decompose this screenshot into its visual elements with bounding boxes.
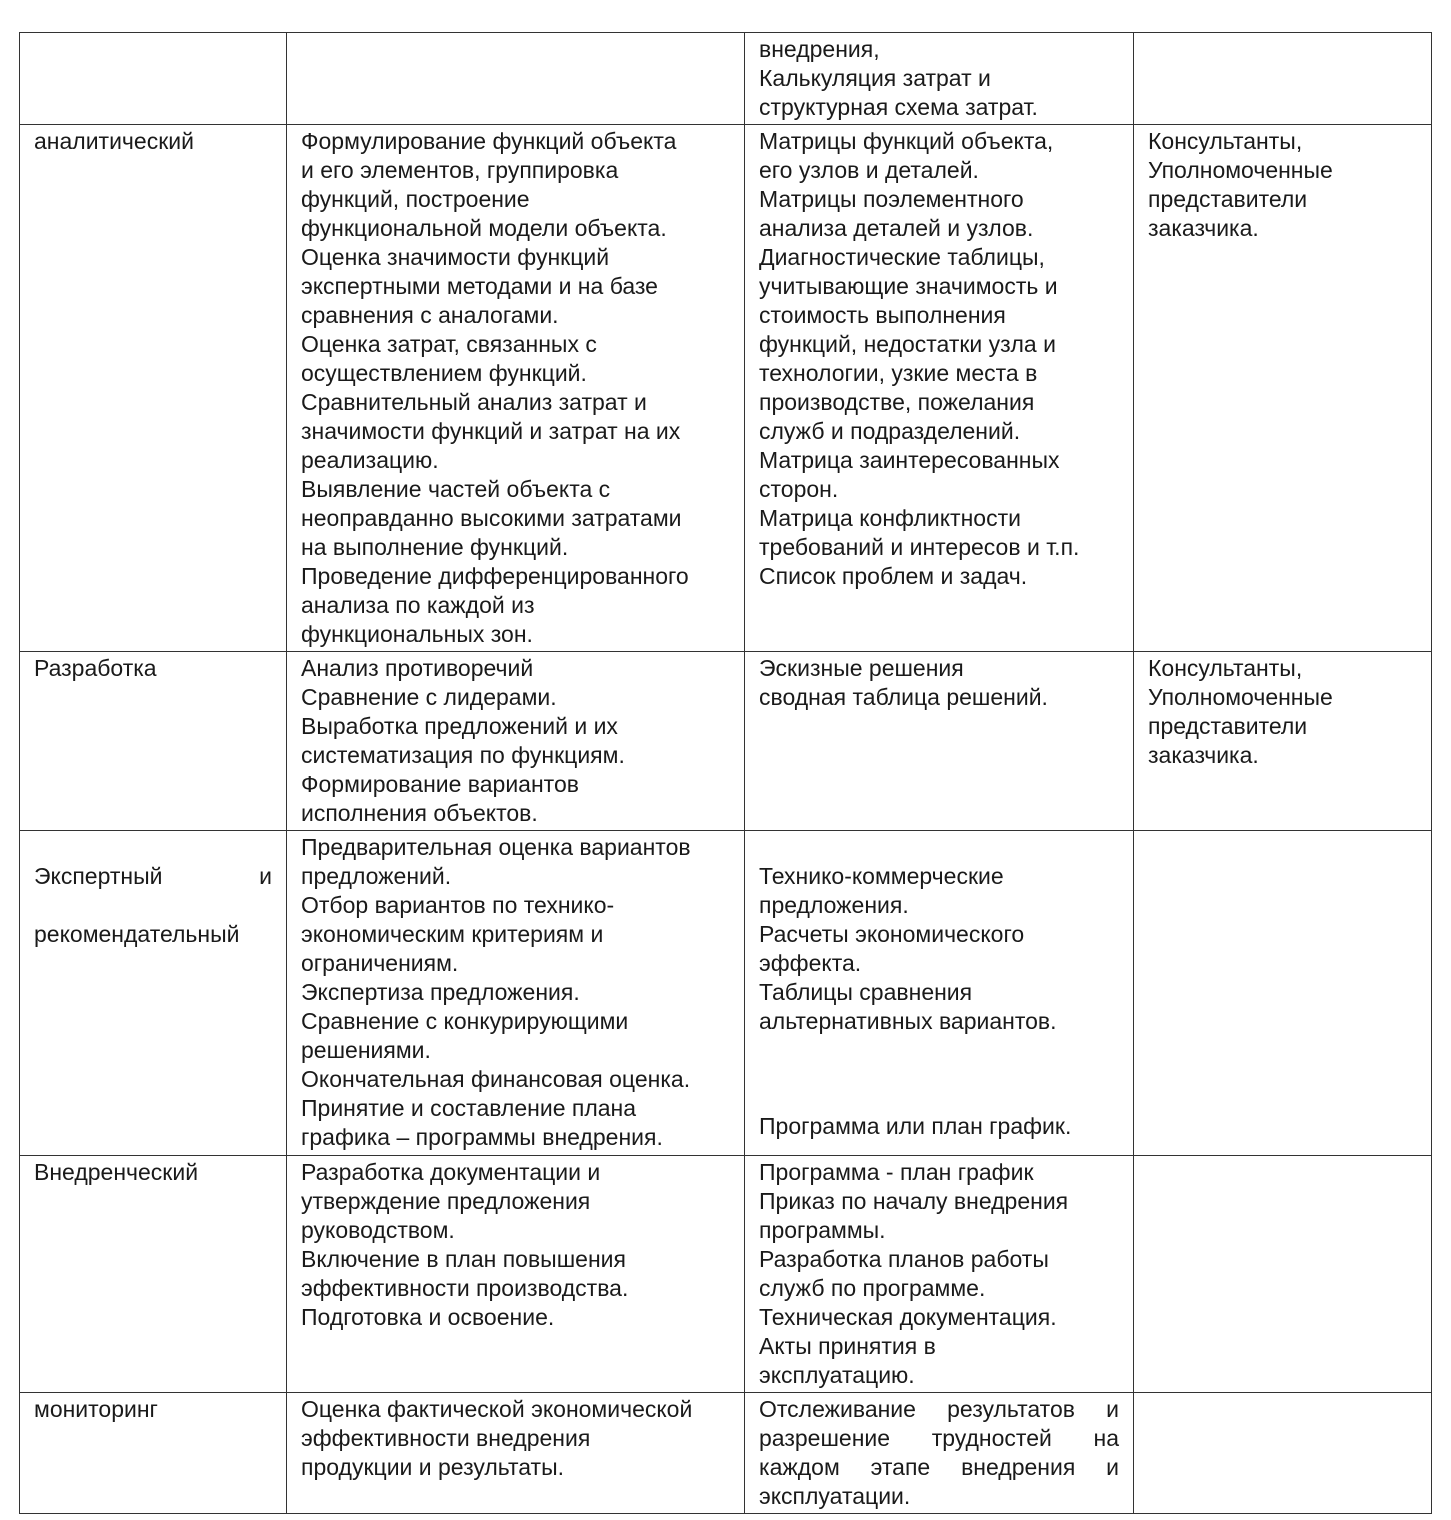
activities-cell: Разработка документации и утверждение предложения руководством. Включение в план повышения эффективности производства. Подготовка и освоение. (287, 1156, 745, 1393)
participants-cell: Консультанты, Уполномоченные представители заказчика. (1134, 652, 1432, 831)
stage-second-line: рекомендательный (34, 921, 240, 947)
results-cell: Матрицы функций объекта, его узлов и деталей. Матрицы поэлементного анализа деталей и узлов. Диагностические таблицы, учитывающие значимость и стоимость выполнения функций, недостатки узла и технологии, узкие места в производстве, пожелания служб и подразделений. Матрица заинтересованных сторон. Матрица конфликтности требований и интересов и т.п. Список проблем и задач. (745, 125, 1134, 652)
document-page (19, 32, 1431, 1514)
stage-cell (20, 831, 287, 1156)
participants-cell (1134, 1156, 1432, 1393)
participants-cell (1134, 1393, 1432, 1514)
results-text: Технико-коммерческие предложения. Расчеты экономического эффекта. Таблицы сравнения альтернативных вариантов. (759, 863, 1057, 1034)
stage-first-line (34, 862, 272, 891)
stage-cell: мониторинг (20, 1393, 287, 1514)
table-row (20, 1393, 1432, 1514)
participants-cell (1134, 33, 1432, 125)
table-row (20, 652, 1432, 831)
stage-word: Экспертный (34, 863, 163, 889)
participants-cell: Консультанты, Уполномоченные представители заказчика. (1134, 125, 1432, 652)
stage-cell: аналитический (20, 125, 287, 652)
stage-cell: Разработка (20, 652, 287, 831)
stage-cell: Внедренческий (20, 1156, 287, 1393)
results-late-text: Программа или план график. (759, 1113, 1072, 1139)
results-cell: Эскизные решения сводная таблица решений. (745, 652, 1134, 831)
activities-cell: Предварительная оценка вариантов предложений. Отбор вариантов по технико- экономическим критериям и ограничениям. Экспертиза предложения. Сравнение с конкурирующими решениями. Окончательная финансовая оценка. Принятие и составление плана графика – программы внедрения. (287, 831, 745, 1156)
activities-cell (287, 33, 745, 125)
results-cell: Программа - план график Приказ по началу внедрения программы. Разработка планов работы служб по программе. Техническая документация. Акты принятия в эксплуатацию. (745, 1156, 1134, 1393)
results-cell: внедрения, Калькуляция затрат и структурная схема затрат. (745, 33, 1134, 125)
table-row (20, 125, 1432, 652)
table-row (20, 1156, 1432, 1393)
activities-cell: Формулирование функций объекта и его элементов, группировка функций, построение функциональной модели объекта. Оценка значимости функций экспертными методами и на базе сравнения с аналогами. Оценка затрат, связанных с осуществлением функций. Сравнительный анализ затрат и значимости функций и затрат на их реализацию. Выявление частей объекта с неоправданно высокими затратами на выполнение функций. Проведение дифференцированного анализа по каждой из функциональных зон. (287, 125, 745, 652)
stage-cell (20, 33, 287, 125)
table-row (20, 33, 1432, 125)
table-row (20, 831, 1432, 1156)
stage-word: и (259, 863, 272, 889)
activities-cell: Анализ противоречий Сравнение с лидерами. Выработка предложений и их систематизация по функциям. Формирование вариантов исполнения объектов. (287, 652, 745, 831)
activities-cell: Оценка фактической экономической эффективности внедрения продукции и результаты. (287, 1393, 745, 1514)
results-cell (745, 831, 1134, 1156)
stages-table (19, 32, 1432, 1514)
results-cell: Отслеживание результатов и разрешение трудностей на каждом этапе внедрения и эксплуатации. (745, 1393, 1134, 1514)
participants-cell (1134, 831, 1432, 1156)
